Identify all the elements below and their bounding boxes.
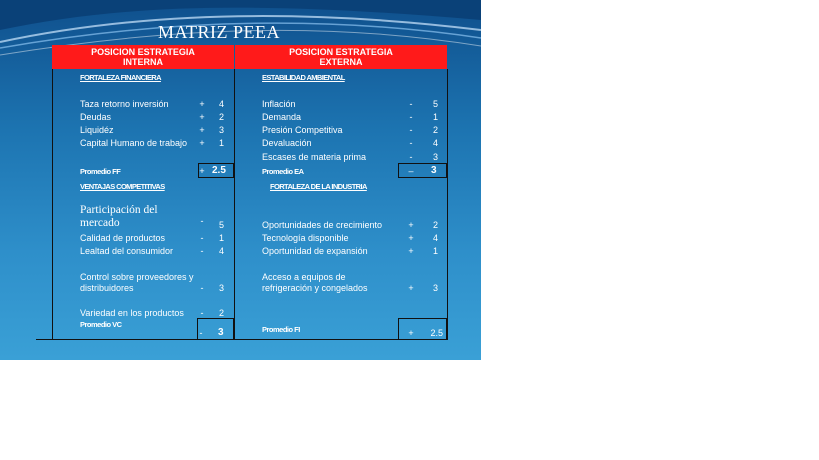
fi-item-sign: +	[408, 283, 414, 293]
promedio-ff-value: 2.5	[212, 165, 226, 176]
ff-item-sign: +	[199, 138, 205, 148]
fi-item-label: Oportunidades de crecimiento	[262, 220, 383, 230]
ea-item-value: 3	[432, 152, 438, 162]
ff-item-sign: +	[199, 99, 205, 109]
section-ventajas-competitivas: VENTAJAS COMPETITIVAS	[80, 182, 165, 191]
ff-item-sign: +	[199, 125, 205, 135]
ea-item-value: 4	[432, 138, 438, 148]
section-fortaleza-financiera: FORTALEZA FINANCIERA	[80, 73, 161, 82]
table-bottom-border	[36, 339, 448, 340]
ff-item-value: 2	[218, 112, 224, 122]
fi-item-value: 4	[432, 233, 438, 243]
fi-item-sign: +	[408, 246, 414, 256]
vc-item-label: mercado	[80, 217, 120, 229]
vc-item-value: 3	[218, 283, 224, 293]
vc-item-sign: -	[200, 246, 204, 256]
promedio-fi-label: Promedio FI	[262, 325, 300, 334]
header-external-line2: EXTERNA	[319, 57, 363, 67]
vc-item-label: Calidad de productos	[80, 233, 166, 243]
header-external	[235, 45, 447, 69]
ea-item-sign: -	[409, 138, 413, 148]
ea-item-label: Demanda	[262, 112, 302, 122]
table-left-border	[52, 69, 53, 339]
ea-item-sign: -	[409, 152, 413, 162]
promedio-ea-value: 3	[431, 165, 437, 176]
vc-item-label: Control sobre proveedores y	[80, 272, 194, 282]
vc-item-sign: -	[200, 308, 204, 318]
vc-item-sign: -	[200, 216, 204, 226]
table-middle-divider	[234, 69, 235, 339]
promedio-vc-label: Promedio VC	[80, 320, 122, 329]
header-internal-line1: POSICION ESTRATEGIA	[91, 47, 195, 57]
ff-item-value: 4	[218, 99, 224, 109]
promedio-ea-sign: –	[408, 166, 414, 176]
ea-item-value: 5	[432, 99, 438, 109]
fi-item-label: refrigeración y congelados	[262, 283, 368, 293]
ff-item-label: Deudas	[80, 112, 112, 122]
fi-item-label: Oportunidad de expansión	[262, 246, 368, 256]
promedio-vc-value: 3	[218, 327, 224, 338]
vc-item-label: Lealtad del consumidor	[80, 246, 174, 256]
ea-item-label: Devaluación	[262, 138, 312, 148]
fi-item-value: 2	[432, 220, 438, 230]
section-fortaleza-industria: FORTALEZA DE LA INDUSTRIA	[270, 182, 367, 191]
ff-item-value: 1	[218, 138, 224, 148]
ea-item-label: Presión Competitiva	[262, 125, 343, 135]
fi-item-sign: +	[408, 233, 414, 243]
ea-item-sign: -	[409, 112, 413, 122]
fi-item-label: Tecnología disponible	[262, 233, 349, 243]
fi-item-sign: +	[408, 220, 414, 230]
vc-item-label: Variedad en los productos	[80, 308, 184, 318]
fi-item-value: 1	[432, 246, 438, 256]
vc-item-label: Participación del	[80, 204, 158, 216]
vc-item-value: 1	[218, 233, 224, 243]
vc-item-label: distribuidores	[80, 283, 134, 293]
page-title: MATRIZ PEEA	[158, 22, 280, 42]
table-right-border	[447, 69, 448, 339]
promedio-ff-sign: +	[199, 166, 205, 176]
promedio-fi-sign: +	[408, 328, 414, 338]
fi-item-label: Acceso a equipos de	[262, 272, 346, 282]
ea-item-sign: -	[409, 125, 413, 135]
slide	[0, 0, 481, 360]
section-estabilidad-ambiental: ESTABILIDAD AMBIENTAL	[262, 73, 345, 82]
ff-item-label: Taza retorno inversión	[80, 99, 169, 109]
ea-item-value: 2	[432, 125, 438, 135]
vc-item-sign: -	[200, 233, 204, 243]
vc-item-value: 5	[218, 220, 224, 230]
vc-item-value: 4	[218, 246, 224, 256]
header-internal	[52, 45, 234, 69]
header-internal-line2: INTERNA	[123, 57, 163, 67]
promedio-ff-label: Promedio FF	[80, 167, 121, 176]
ff-item-sign: +	[199, 112, 205, 122]
ff-item-label: Liquidéz	[80, 125, 114, 135]
ea-item-value: 1	[432, 112, 438, 122]
vc-item-value: 2	[218, 308, 224, 318]
fi-item-value: 3	[432, 283, 438, 293]
ea-item-label: Escases de materia prima	[262, 152, 367, 162]
promedio-fi-value: 2.5	[430, 328, 443, 338]
vc-item-sign: -	[200, 283, 204, 293]
promedio-vc-sign: -	[199, 328, 203, 338]
promedio-ea-label: Promedio EA	[262, 167, 304, 176]
header-external-line1: POSICION ESTRATEGIA	[289, 47, 393, 57]
ff-item-label: Capital Humano de trabajo	[80, 138, 188, 148]
ea-item-label: Inflación	[262, 99, 296, 109]
ea-item-sign: -	[409, 99, 413, 109]
ff-item-value: 3	[218, 125, 224, 135]
